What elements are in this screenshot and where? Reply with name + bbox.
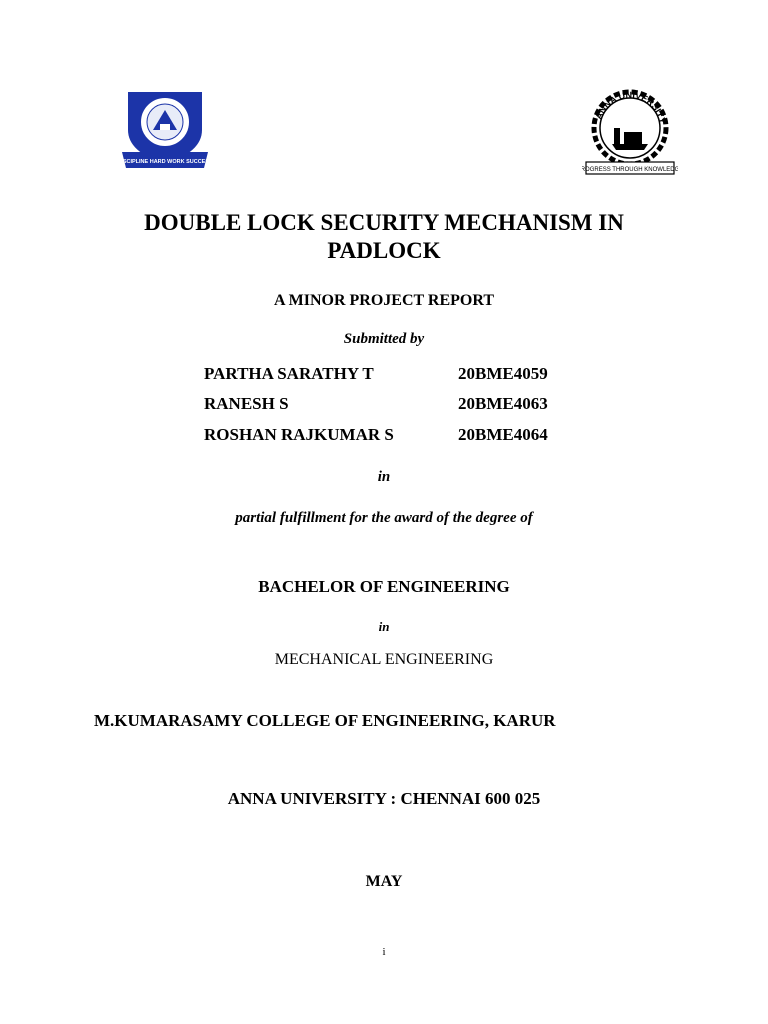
submission-month: MAY xyxy=(365,873,403,890)
student-row xyxy=(204,364,624,388)
anna-university-logo xyxy=(582,84,678,176)
report-type: A MINOR PROJECT REPORT xyxy=(273,292,495,309)
title-line-1: DOUBLE LOCK SECURITY MECHANISM IN xyxy=(144,210,624,235)
college-crest-logo xyxy=(120,86,210,170)
partial-fulfillment-text: partial fulfillment for the award of the degree of xyxy=(235,510,533,526)
submitted-by: Submitted by xyxy=(343,331,425,347)
student-row xyxy=(204,425,624,449)
degree-name: BACHELOR OF ENGINEERING xyxy=(258,577,510,596)
student-name: RANESH S xyxy=(204,394,289,413)
student-name: ROSHAN RAJKUMAR S xyxy=(204,425,394,444)
logo-motto: PROGRESS THROUGH KNOWLEDGE xyxy=(582,167,678,173)
university-name: ANNA UNIVERSITY : CHENNAI 600 025 xyxy=(227,789,541,808)
student-row xyxy=(204,394,624,418)
report-title xyxy=(0,209,768,265)
student-name: PARTHA SARATHY T xyxy=(204,364,374,383)
student-id: 20BME4059 xyxy=(458,364,548,383)
department-name: MECHANICAL ENGINEERING xyxy=(274,651,494,668)
student-id: 20BME4063 xyxy=(458,394,548,413)
student-id: 20BME4064 xyxy=(458,425,548,444)
in-text: in xyxy=(377,469,391,485)
ring-text: ANNA UNIVERSITY xyxy=(593,89,668,125)
in-text: in xyxy=(378,619,390,634)
title-line-2: PADLOCK xyxy=(327,238,441,263)
crest-motto: DISCIPLINE HARD WORK SUCCESS xyxy=(120,159,210,165)
page-number: i xyxy=(382,946,386,958)
college-name: M.KUMARASAMY COLLEGE OF ENGINEERING, KARUR xyxy=(94,711,556,730)
